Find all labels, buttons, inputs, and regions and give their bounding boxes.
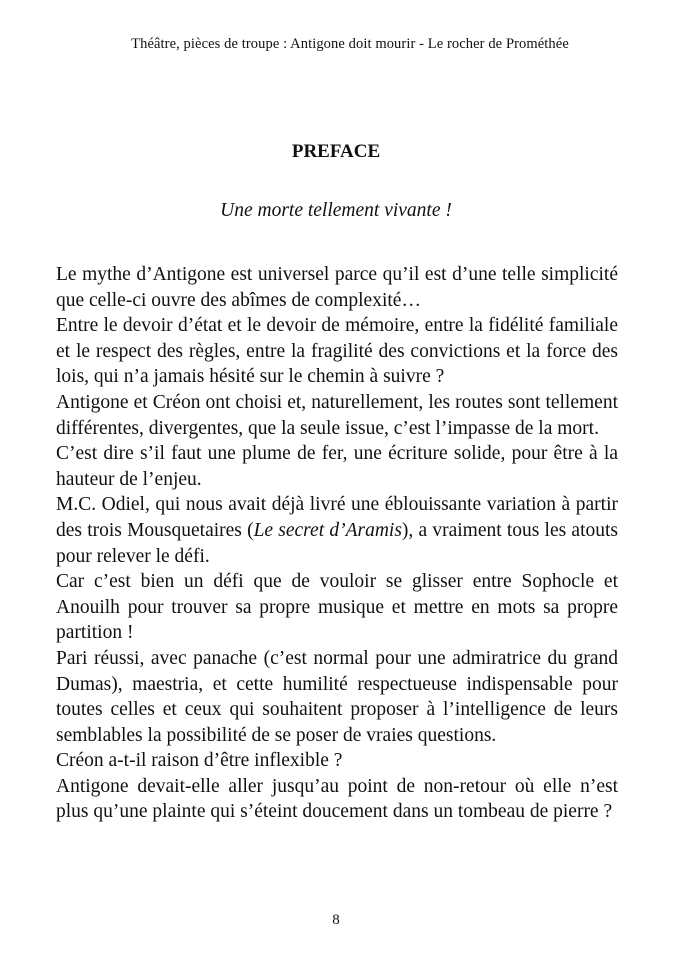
paragraph: Antigone et Créon ont choisi et, naturellement, les routes sont tellement différentes, divergentes, que la seule issue, c’est l’impasse de la mort.: [56, 391, 618, 439]
paragraph: Entre le devoir d’état et le devoir de mémoire, entre la fidélité familiale et le respect des règles, entre la fragilité des convictions et la force des lois, qui n’a jamais hésité sur le chemin à suivre ?: [56, 315, 618, 388]
paragraph: Car c’est bien un défi que de vouloir se glisser entre Sophocle et Anouilh pour trouver sa propre musique et mettre en mots sa propre partition !: [56, 571, 618, 644]
page-title: PREFACE: [291, 141, 381, 162]
body-text: [56, 262, 618, 825]
paragraph-odiel: [56, 492, 618, 569]
paragraph: C’est dire s’il faut une plume de fer, une écriture solide, pour être à la hauteur de l’enjeu.: [56, 443, 618, 490]
page-subtitle: Une morte tellement vivante !: [220, 200, 452, 221]
paragraph-text: M.C. Odiel, qui nous avait déjà livré une éblouissante variation à partir des trois Mousquetaires (: [56, 494, 618, 541]
paragraph: Antigone devait-elle aller jusqu’au point de non-retour où elle n’est plus qu’une plainte qui s’éteint doucement dans un tombeau de pierre ?: [56, 775, 618, 823]
paragraph-text: ), a vraiment tous les atouts pour relever le défi.: [56, 519, 618, 567]
paragraph: Pari réussi, avec panache (c’est normal pour une admiratrice du grand Dumas), maestria, et cette humilité respectueuse indispensable pour toutes celles et ceux qui souhaitent proposer à l’intelligence de leurs semblables la possibilité de se poser de vraies questions.: [56, 647, 618, 746]
paragraph: Le mythe d’Antigone est universel parce qu’il est d’une telle simplicité que celle-ci ouvre des abîmes de complexité…: [56, 264, 618, 311]
running-header: Théâtre, pièces de troupe : Antigone doit mourir - Le rocher de Prométhée: [131, 36, 569, 52]
paragraph: Créon a-t-il raison d’être inflexible ?: [56, 750, 343, 772]
book-title: Le secret d’Aramis: [253, 519, 402, 541]
page-number: 8: [332, 912, 340, 928]
